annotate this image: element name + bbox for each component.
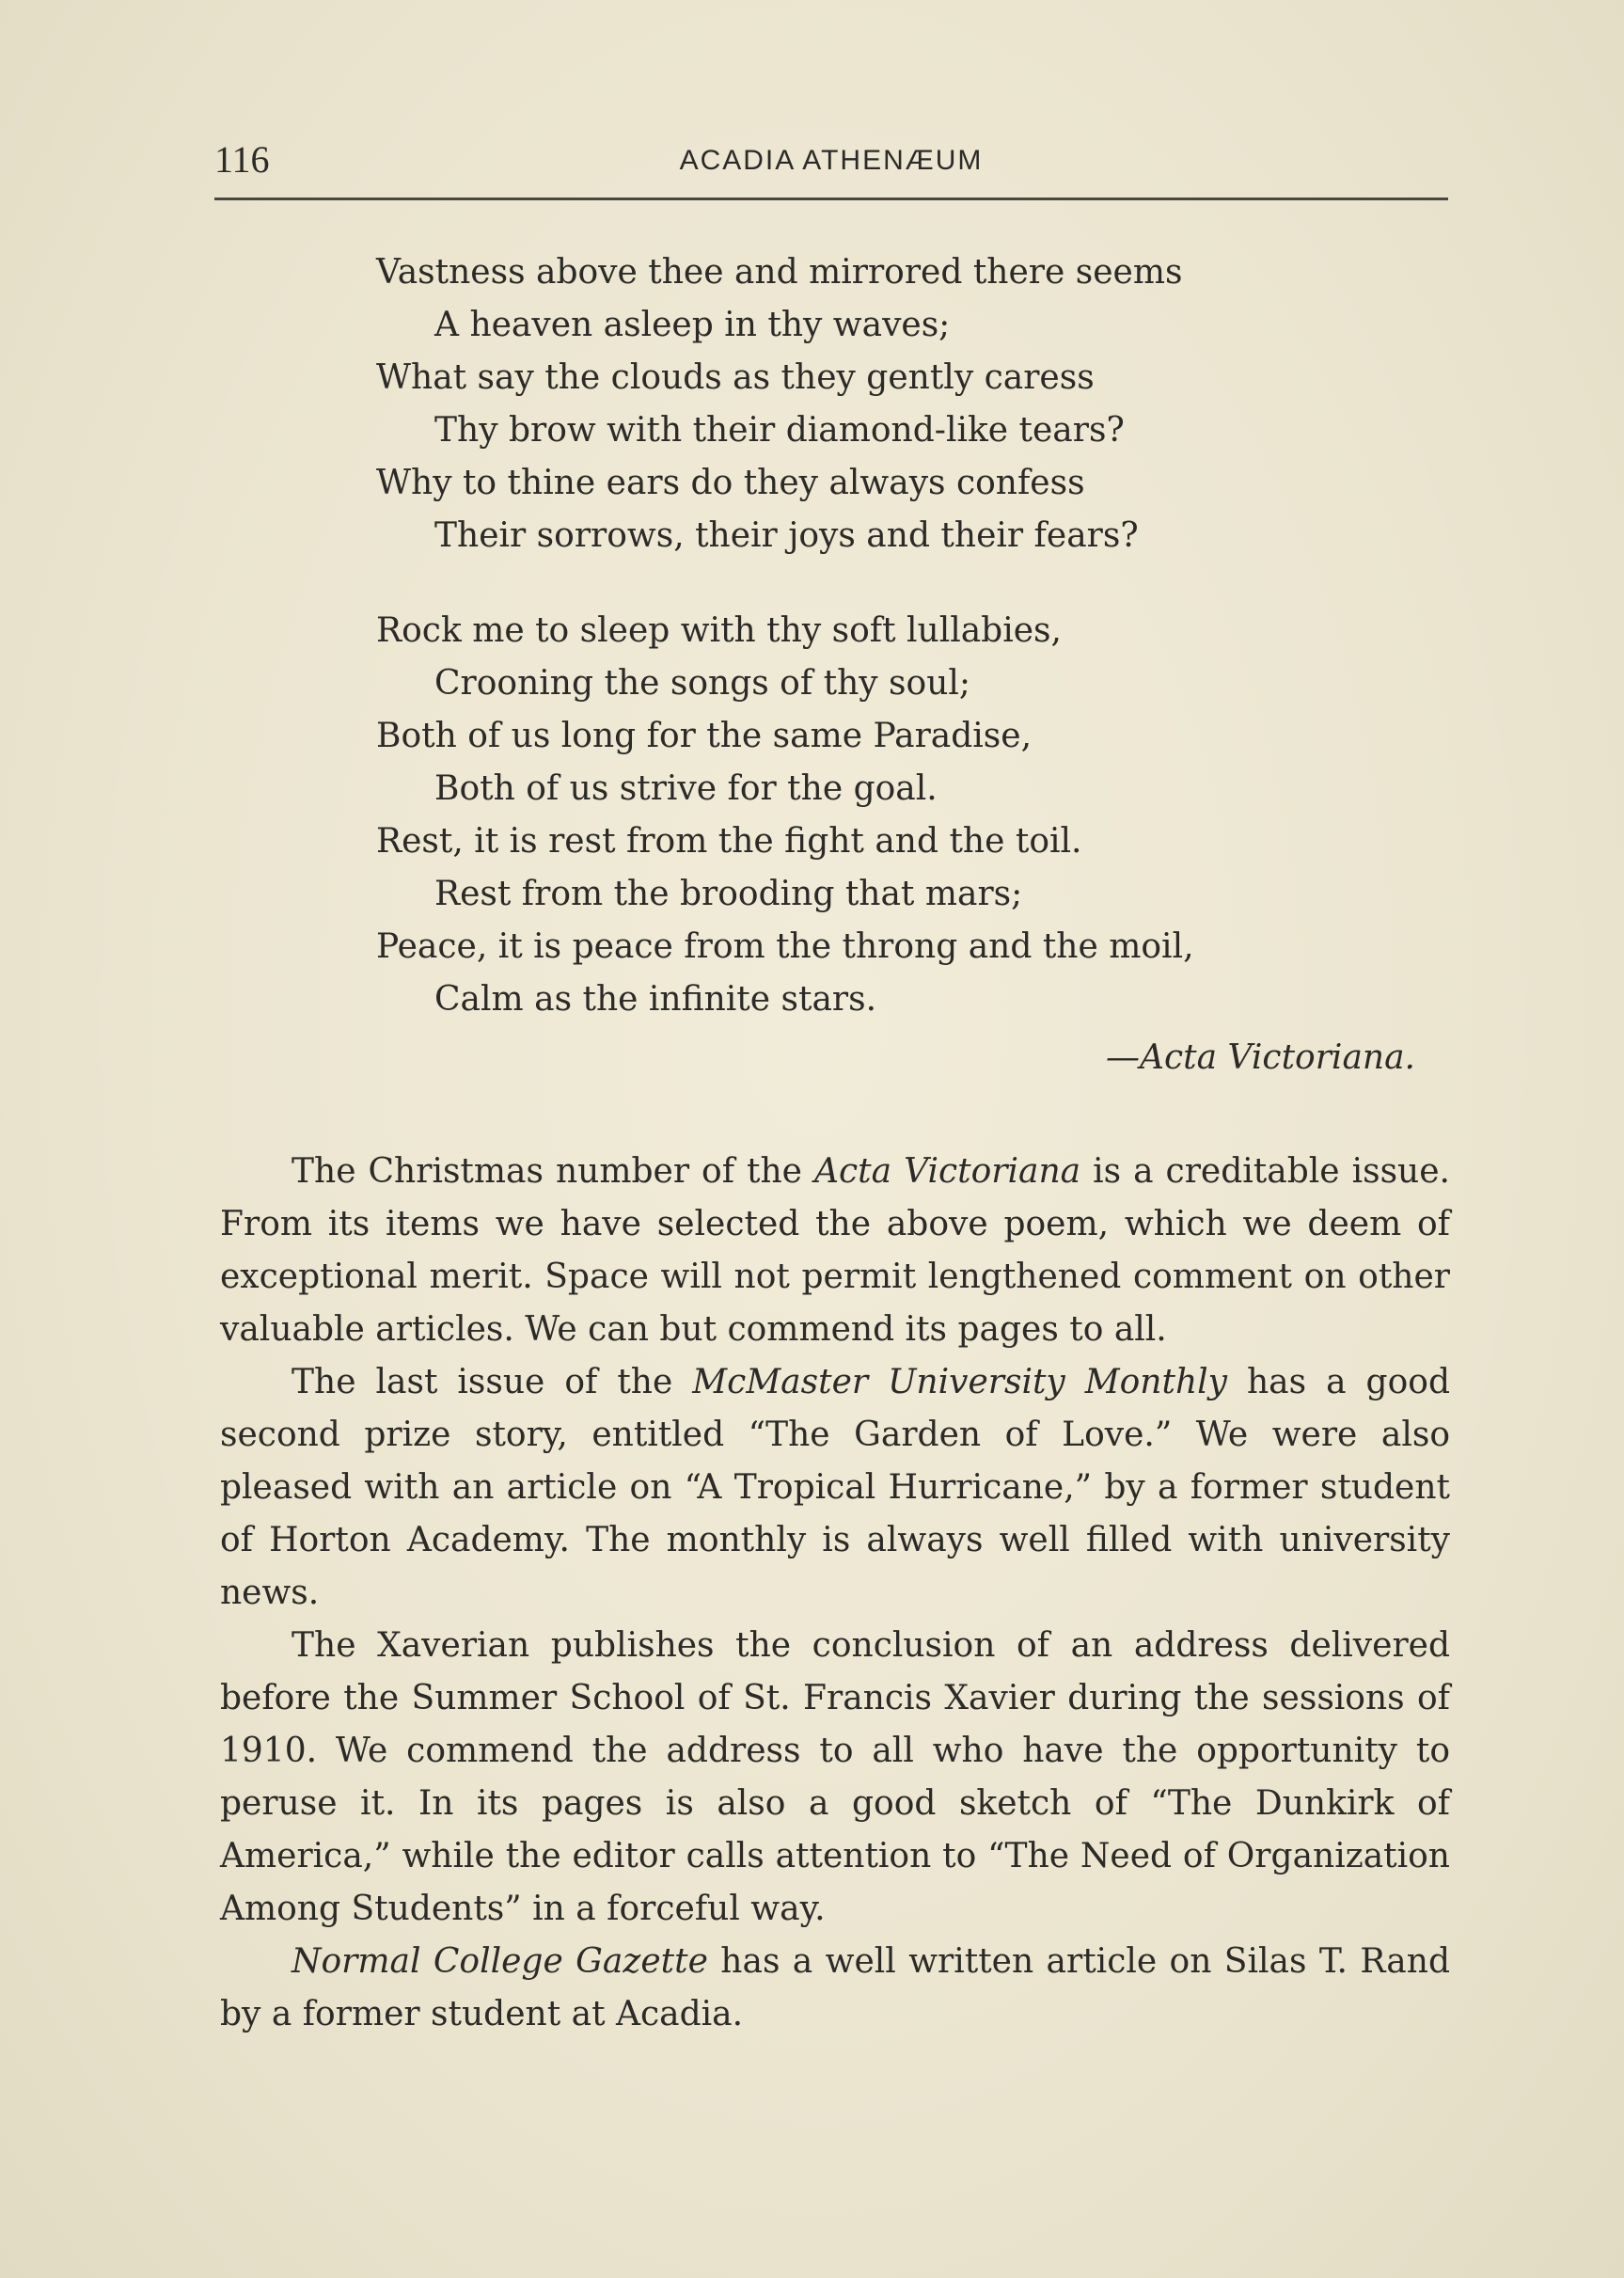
- poem-line: Rest, it is rest from the fight and the toil.: [376, 822, 1082, 861]
- paragraph-acta-victoriana: [220, 1146, 1450, 1356]
- poem-line: Vastness above thee and mirrored there seems: [376, 253, 1183, 292]
- poem-line: Both of us long for the same Paradise,: [376, 717, 1033, 755]
- poem-line: Calm as the infinite stars.: [434, 980, 877, 1019]
- poem-attribution: —Acta Victoriana.: [1106, 1038, 1415, 1077]
- poem-stanza-2: [376, 605, 1429, 1026]
- periodical-title: McMaster University Monthly: [692, 1363, 1227, 1401]
- header-rule: [214, 198, 1448, 200]
- poem-line: Crooning the songs of thy soul;: [434, 664, 971, 703]
- poem-line: Both of us strive for the goal.: [434, 769, 938, 808]
- poem-line: Thy brow with their diamond-like tears?: [434, 411, 1125, 450]
- poem-line: Peace, it is peace from the throng and the moil,: [376, 927, 1194, 966]
- poem-line: Why to thine ears do they always confess: [376, 464, 1085, 502]
- paragraph-normal-college: [220, 1936, 1450, 2041]
- paragraph-xaverian: The Xaverian publishes the conclusion of an address delivered before the Summer School of St. Francis Xavier during the sessions of 1910. We commend the address to all who have the opportunity to peruse it. In its pages is also a good sketch of “The Dunkirk of America,” while the editor calls attention to “The Need of Organization Among Students” in a forceful way.: [220, 1626, 1450, 1928]
- paragraph-mcmaster: [220, 1356, 1450, 1620]
- paragraph-text: is a creditable issue. From its items we have selected the above poem, which we deem of exceptional merit. Space will not permit lengthened comment on other valuable articles. We can but commend its pages to all.: [220, 1152, 1450, 1349]
- paragraph-text: has a well written article on Silas T. Rand by a former student at Acadia.: [220, 1942, 1450, 2033]
- page-header: [214, 132, 1448, 188]
- paragraph-text: has a good second prize story, entitled “The Garden of Love.” We were also pleased with an article on “A Tropical Hurricane,” by a former student of Horton Academy. The monthly is always well filled with university news.: [220, 1363, 1450, 1612]
- periodical-title: Normal College Gazette: [292, 1942, 708, 1981]
- poem: [376, 246, 1429, 1068]
- poem-line: Their sorrows, their joys and their fears?: [434, 516, 1139, 555]
- paragraph-text: The last issue of the: [292, 1363, 693, 1401]
- poem-line: Rest from the brooding that mars;: [434, 875, 1023, 913]
- periodical-title: Acta Victoriana: [814, 1152, 1081, 1191]
- poem-line: Rock me to sleep with thy soft lullabies,: [376, 611, 1062, 650]
- paragraph-text: The Christmas number of the: [292, 1152, 814, 1191]
- running-title: ACADIA ATHENÆUM: [679, 145, 984, 176]
- poem-line: What say the clouds as they gently caress: [376, 358, 1095, 397]
- poem-line: A heaven asleep in thy waves;: [434, 306, 951, 344]
- poem-stanza-1: [376, 246, 1429, 562]
- page-number: 116: [214, 138, 270, 181]
- article-body: [220, 1146, 1450, 2041]
